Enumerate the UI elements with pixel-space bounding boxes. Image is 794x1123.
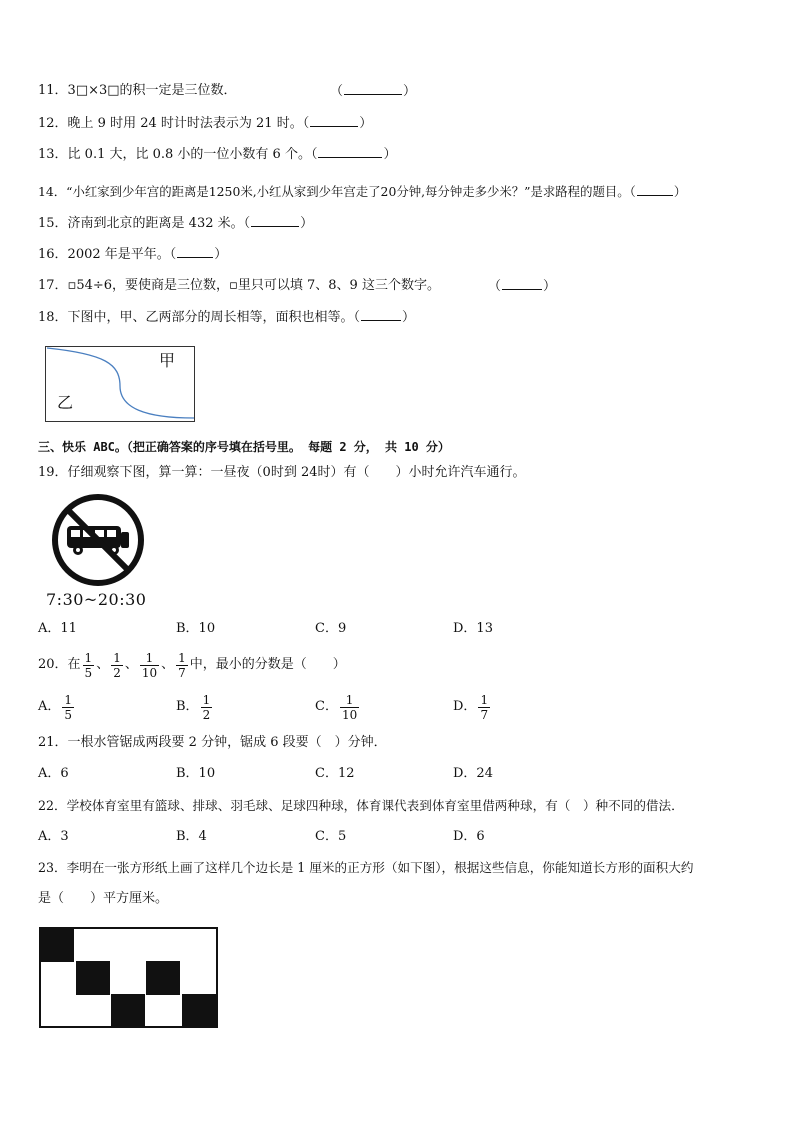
- answer-blank-18[interactable]: [361, 308, 401, 321]
- fraction-1-5: $\frac{1}{5}$: [84, 650, 93, 680]
- no-bus-sign: [50, 492, 146, 588]
- q22-option-b[interactable]: B．4: [176, 829, 207, 844]
- question-23-line-1: 23．李明在一张方形纸上画了这样几个边长是 1 厘米的正方形（如下图），根据这些信息，你能知道长方形的面积大约: [38, 860, 694, 875]
- question-23-line-2: 是（ ）平方厘米。: [38, 891, 169, 906]
- q21-option-d[interactable]: D．24: [453, 766, 493, 781]
- question-19: 19．仔细观察下图，算一算：一昼夜（0时到 24时）有（ ）小时允许汽车通行。: [38, 465, 526, 480]
- q20-option-a[interactable]: A． $\frac{1}{5}$: [38, 692, 73, 722]
- answer-blank-16[interactable]: [177, 245, 213, 258]
- q21-option-c[interactable]: C．12: [315, 766, 355, 781]
- question-21: 21．一根水管锯成两段要 2 分钟，锯成 6 段要（ ）分钟．: [38, 735, 387, 750]
- q22-option-a[interactable]: A．3: [38, 829, 69, 844]
- label-jia: 甲: [159, 351, 176, 370]
- fraction-1-10: $\frac{1}{10}$: [141, 650, 158, 680]
- section-3-heading: 三、快乐 ABC。（把正确答案的序号填在括号里。 每题 2 分， 共 10 分）: [38, 440, 450, 454]
- q19-option-d[interactable]: D．13: [453, 621, 493, 636]
- answer-blank-11[interactable]: （ ）: [330, 84, 417, 99]
- question-20: 20．在 $\frac{1}{5}$ 、 $\frac{1}{2}$ 、 $\frac{1}{10}$ 、 $\frac{1}{7}$ 中，最小的分数是（ ）: [38, 650, 346, 680]
- q21-option-b[interactable]: B．10: [176, 766, 216, 781]
- q20-option-d[interactable]: D． $\frac{1}{7}$: [453, 692, 489, 722]
- q19-option-b[interactable]: B．10: [176, 621, 216, 636]
- q22-option-d[interactable]: D．6: [453, 829, 485, 844]
- sign-time-range: 7:30~20:30: [46, 590, 147, 609]
- fraction-1-2: $\frac{1}{2}$: [113, 650, 121, 680]
- question-15: 15．济南到北京的距离是 432 米。（ ）: [38, 216, 314, 231]
- q19-option-a[interactable]: A．11: [38, 621, 77, 636]
- question-14: 14．“小红家到少年宫的距离是1250米,小红从家到少年宫走了20分钟,每分钟走多少米？”是求路程的题目。（ ）: [38, 184, 687, 199]
- question-18: 18．下图中，甲、乙两部分的周长相等，面积也相等。（ ）: [38, 310, 416, 325]
- answer-blank-12[interactable]: [310, 114, 358, 127]
- figure-jia-yi-rectangle: [45, 346, 195, 422]
- squares-in-rectangle: [39, 927, 219, 1029]
- q21-option-a[interactable]: A．6: [38, 766, 69, 781]
- q20-option-c[interactable]: C． $\frac{1}{10}$: [315, 692, 358, 722]
- answer-blank-17[interactable]: （ ）: [488, 279, 557, 294]
- question-11: 11．3□×3□的积一定是三位数．: [38, 83, 237, 98]
- label-yi: 乙: [57, 393, 74, 412]
- q22-option-c[interactable]: C．5: [315, 829, 347, 844]
- fraction-1-7: $\frac{1}{7}$: [178, 650, 186, 680]
- answer-blank-13[interactable]: [318, 145, 382, 158]
- q20-option-b[interactable]: B． $\frac{1}{2}$: [176, 692, 211, 722]
- question-12: 12．晚上 9 时用 24 时计时法表示为 21 时。（ ）: [38, 116, 373, 131]
- answer-blank-14[interactable]: [637, 183, 673, 196]
- question-17: 17．▫54÷6，要使商是三位数，▫里只可以填 7、8、9 这三个数字。: [38, 278, 440, 293]
- question-16: 16．2002 年是平年。（ ）: [38, 247, 228, 262]
- answer-blank-15[interactable]: [251, 214, 299, 227]
- no-bus-icon: [50, 492, 146, 588]
- checkered-rectangle-figure: [39, 927, 219, 1029]
- q19-option-c[interactable]: C．9: [315, 621, 347, 636]
- question-13: 13．比 0.1 大，比 0.8 小的一位小数有 6 个。（ ）: [38, 147, 397, 162]
- question-22: 22．学校体育室里有篮球、排球、羽毛球、足球四种球，体育课代表到体育室里借两种球，有（ ）种不同的借法．: [38, 798, 684, 813]
